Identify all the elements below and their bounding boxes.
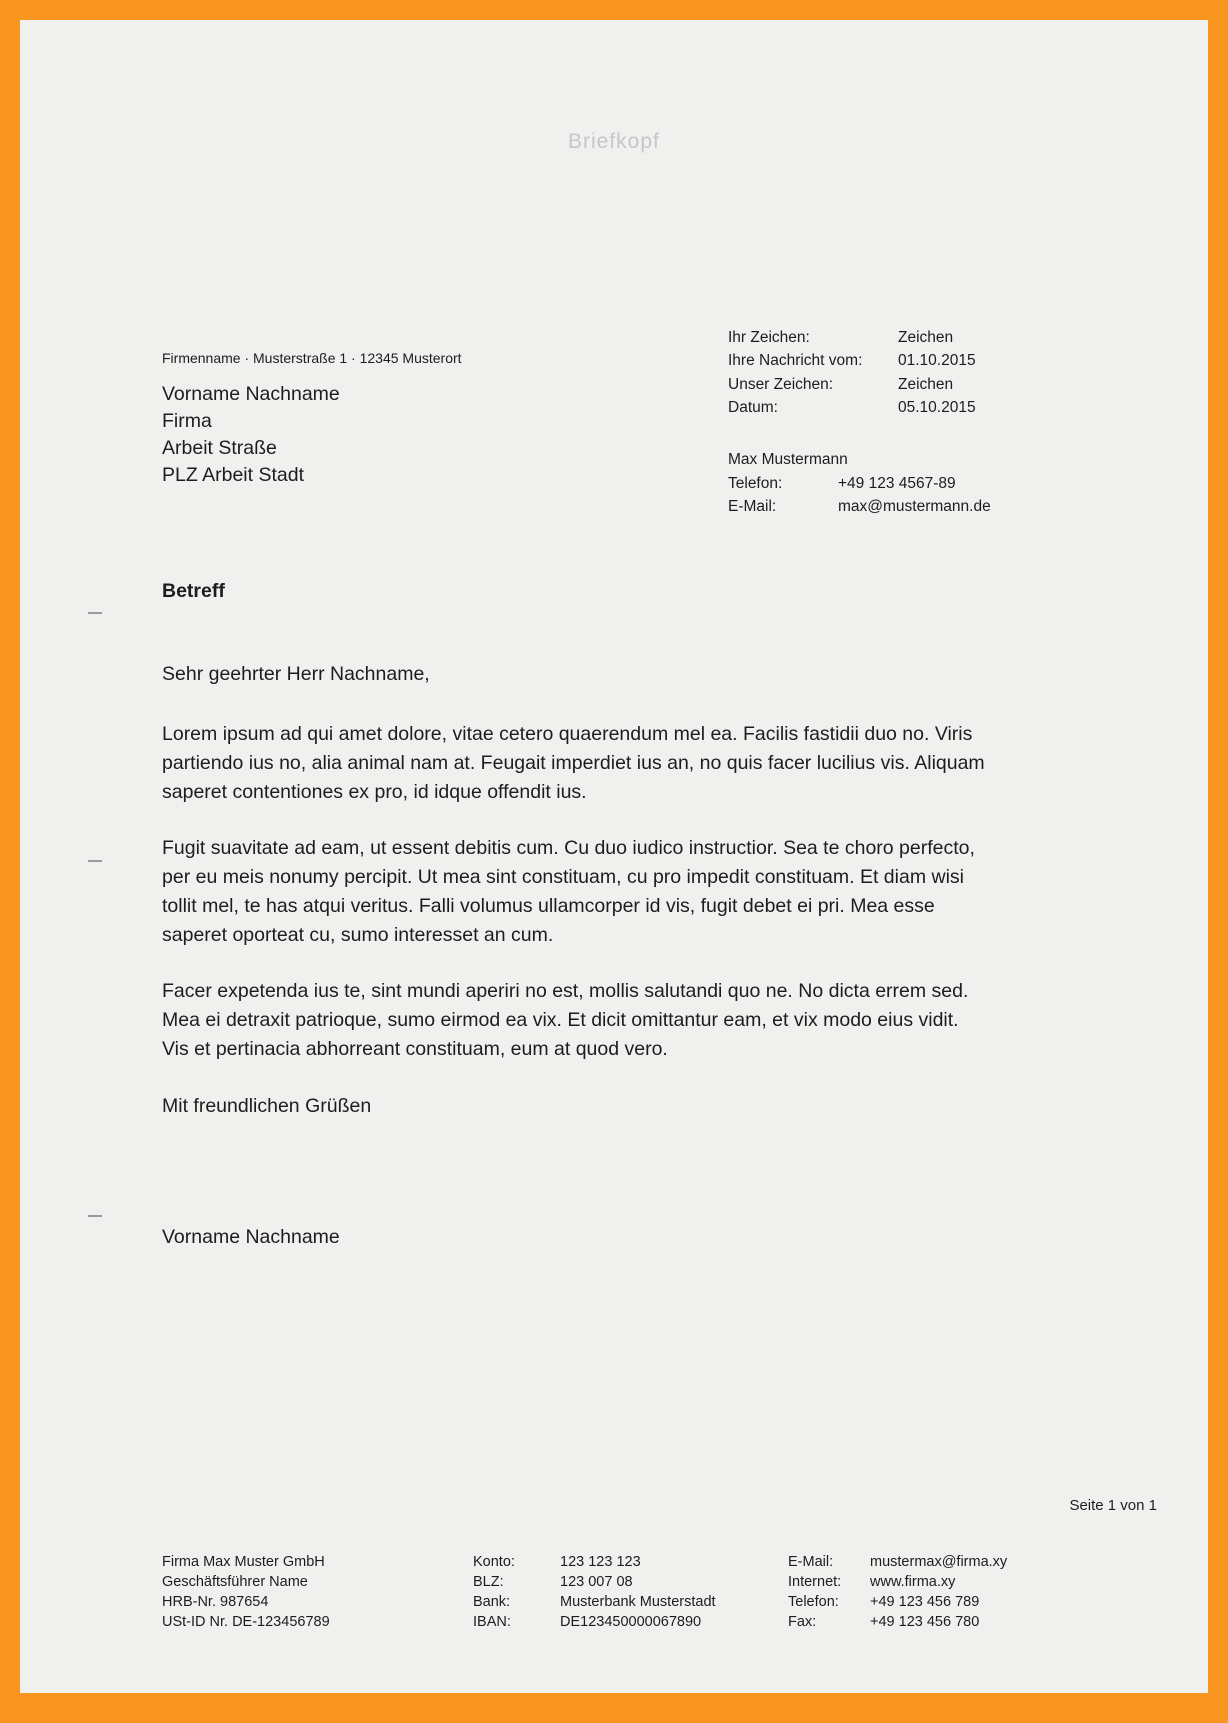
- footer-value-iban: DE123450000067890: [560, 1614, 702, 1630]
- ref-label-unser-zeichen: Unser Zeichen:: [728, 375, 834, 393]
- paragraph-line: saperet contentiones ex pro, id idque offendit ius.: [162, 781, 587, 803]
- ref-label-datum: Datum:: [728, 399, 778, 417]
- ref-value-ihr-zeichen: Zeichen: [898, 329, 954, 346]
- body-paragraph-2: [162, 834, 975, 950]
- body-paragraph-3: [162, 977, 968, 1064]
- footer-label-iban: IBAN:: [473, 1614, 511, 1630]
- ref-value-nachricht-vom: 01.10.2015: [898, 352, 976, 370]
- letter-paper: [20, 20, 1208, 1693]
- paragraph-line: tollit mel, te has atqui veritus. Falli volumus ullamcorper id vis, fugit debet ei pri. Mea esse: [162, 895, 935, 917]
- footer-label-fax: Fax:: [788, 1614, 817, 1630]
- contact-label-telefon: Telefon:: [728, 474, 783, 492]
- paragraph-line: partiendo ius no, alia animal nam at. Feugait imperdiet ius an, no quis facer lucilius vis. Aliquam: [162, 752, 985, 774]
- reference-block: [728, 326, 976, 420]
- footer-contact-column: [788, 1552, 1007, 1632]
- footer-value-telefon: +49 123 456 789: [870, 1594, 980, 1610]
- fold-mark-middle: [88, 860, 102, 862]
- briefkopf-watermark: Briefkopf: [568, 130, 660, 153]
- footer-value-email: mustermax@firma.xy: [870, 1554, 1008, 1570]
- contact-person-name: Max Mustermann: [728, 451, 848, 468]
- subject-line: Betreff: [162, 580, 225, 602]
- footer-value-blz: 123 007 08: [560, 1574, 633, 1590]
- sender-return-address: Firmenname · Musterstraße 1 · 12345 Musterort: [162, 350, 462, 366]
- recipient-address-block: [162, 381, 340, 489]
- salutation: Sehr geehrter Herr Nachname,: [162, 663, 430, 685]
- footer-label-blz: BLZ:: [473, 1574, 504, 1590]
- ref-label-nachricht-vom: Ihre Nachricht vom:: [728, 352, 863, 370]
- footer-label-bank: Bank:: [473, 1594, 511, 1610]
- paragraph-line: saperet oporteat cu, sumo interesset an cum.: [162, 924, 554, 946]
- contact-value-email: max@mustermann.de: [838, 498, 991, 515]
- footer-company-name: Firma Max Muster GmbH: [162, 1554, 325, 1570]
- recipient-street: Arbeit Straße: [162, 437, 277, 459]
- fold-mark-top: [88, 612, 102, 614]
- closing-formula: Mit freundlichen Grüßen: [162, 1095, 372, 1117]
- footer-vat-id: USt-ID Nr. DE-123456789: [162, 1614, 330, 1630]
- footer-value-konto: 123 123 123: [560, 1554, 641, 1570]
- paragraph-line: Fugit suavitate ad eam, ut essent debitis cum. Cu duo iudico instructior. Sea te choro perfecto,: [162, 837, 975, 859]
- paragraph-line: Lorem ipsum ad qui amet dolore, vitae cetero quaerendum mel ea. Facilis fastidii duo no. Viris: [162, 723, 973, 745]
- ref-value-unser-zeichen: Zeichen: [898, 375, 954, 393]
- contact-block: [728, 448, 991, 519]
- ref-label-ihr-zeichen: Ihr Zeichen:: [728, 329, 810, 346]
- signature-name: Vorname Nachname: [162, 1226, 340, 1248]
- footer-label-internet: Internet:: [788, 1574, 842, 1590]
- footer-hrb-number: HRB-Nr. 987654: [162, 1594, 269, 1610]
- footer-value-internet: www.firma.xy: [870, 1574, 956, 1590]
- footer-company-column: [162, 1552, 330, 1632]
- ref-value-datum: 05.10.2015: [898, 399, 976, 417]
- footer-managing-director: Geschäftsführer Name: [162, 1574, 308, 1590]
- paragraph-line: Vis et pertinacia abhorreant constituam, eum at quod vero.: [162, 1038, 668, 1060]
- footer-value-fax: +49 123 456 780: [870, 1614, 980, 1630]
- recipient-company: Firma: [162, 410, 212, 432]
- recipient-city: PLZ Arbeit Stadt: [162, 464, 304, 486]
- body-paragraph-1: [162, 720, 985, 807]
- fold-mark-bottom: [88, 1215, 102, 1217]
- paragraph-line: Facer expetenda ius te, sint mundi aperiri no est, mollis salutandi quo ne. No dicta errem sed.: [162, 980, 969, 1002]
- contact-label-email: E-Mail:: [728, 498, 777, 515]
- footer-label-konto: Konto:: [473, 1554, 515, 1570]
- footer-value-bank: Musterbank Musterstadt: [560, 1594, 716, 1610]
- footer-label-email: E-Mail:: [788, 1554, 834, 1570]
- paragraph-line: per eu meis nonumy percipit. Ut mea sint constituam, cu pro impedit constituam. Et diam wisi: [162, 866, 964, 888]
- footer-label-telefon: Telefon:: [788, 1594, 839, 1610]
- recipient-name: Vorname Nachname: [162, 383, 340, 405]
- contact-value-telefon: +49 123 4567-89: [838, 474, 956, 492]
- footer-bank-column: [473, 1552, 716, 1632]
- page-number: Seite 1 von 1: [1069, 1497, 1157, 1514]
- paragraph-line: Mea ei detraxit patrioque, sumo eirmod ea vix. Et dicit omittantur eam, et vix modo eius vidit.: [162, 1009, 959, 1031]
